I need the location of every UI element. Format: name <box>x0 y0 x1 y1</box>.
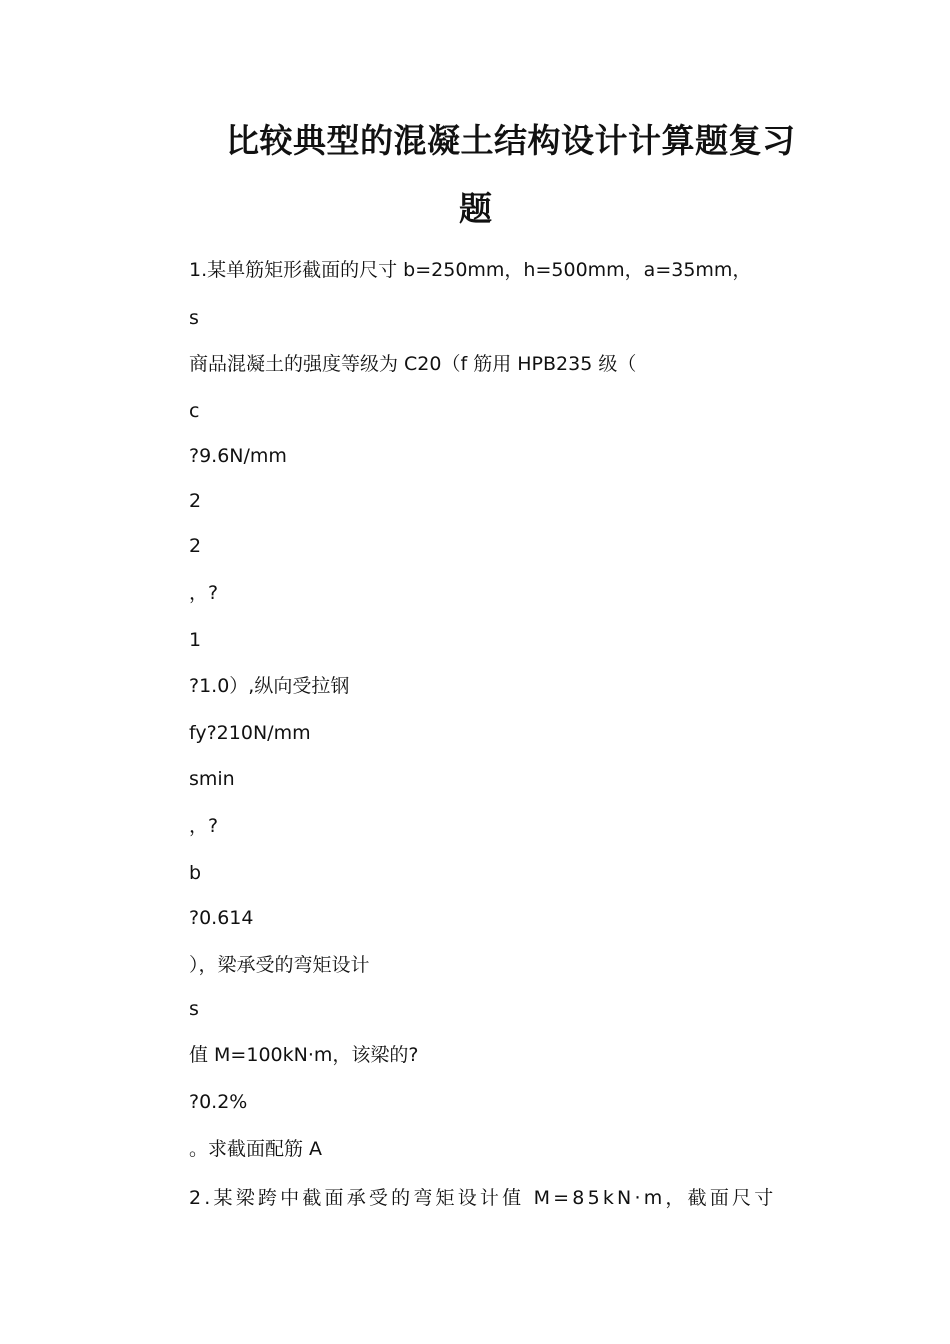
body-line: ?1.0）,纵向受拉钢 <box>189 675 350 697</box>
body-line: 值 M=100kN·m，该梁的? <box>189 1044 419 1066</box>
body-line: 商品混凝土的强度等级为 C20（f 筋用 HPB235 级（ <box>189 353 637 375</box>
body-line: ?9.6N/mm <box>189 445 287 467</box>
body-line: ，? <box>189 815 219 837</box>
body-line: ），梁承受的弯矩设计 <box>189 954 370 976</box>
body-line: s <box>189 307 199 329</box>
problem-2-text: 2.某梁跨中截面承受的弯矩设计值 M=85kN·m，截面尺寸 <box>189 1187 777 1209</box>
body-line: ，? <box>189 582 219 604</box>
body-line: c <box>189 400 200 422</box>
body-line: ?0.614 <box>189 907 254 929</box>
body-line: s <box>189 998 199 1020</box>
body-line: fy?210N/mm <box>189 722 311 744</box>
body-line: 。求截面配筋 A <box>189 1138 323 1160</box>
body-line: smin <box>189 768 235 790</box>
body-line: b <box>189 862 202 884</box>
problem-1-text: 1.某单筋矩形截面的尺寸 b=250mm，h=500mm，a=35mm， <box>189 259 752 281</box>
document-title-line-1: 比较典型的混凝土结构设计计算题复习 <box>226 121 796 160</box>
body-line: 1 <box>189 629 202 651</box>
document-title-line-2: 题 <box>459 189 492 228</box>
body-line: 2 <box>189 490 202 512</box>
body-line: 2 <box>189 535 202 557</box>
body-line: ?0.2% <box>189 1091 248 1113</box>
